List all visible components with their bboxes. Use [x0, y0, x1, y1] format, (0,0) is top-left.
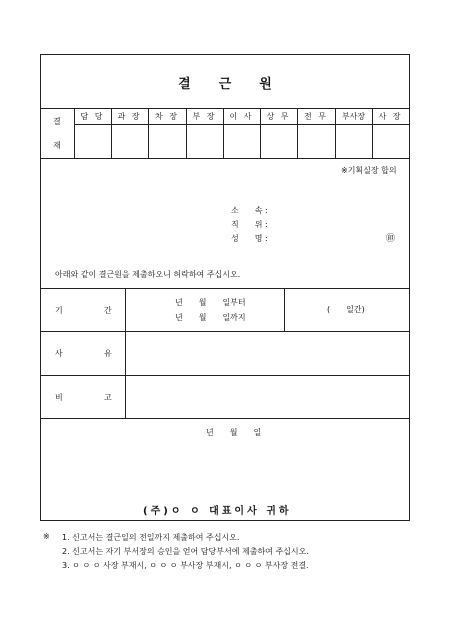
period-from: 년 월 일부터	[175, 298, 246, 307]
approval-header: 상 무	[266, 112, 291, 121]
position-label: 직 위 :	[231, 220, 268, 229]
note-item: 1. 신고서는 결근일의 전일까지 제출하여 주십시오.	[62, 533, 240, 542]
note-item: 2. 신고서는 자기 부서장의 승인을 얻어 담당부서에 제출하여 주십시오.	[62, 547, 309, 556]
addressee: (주)ㅇ ㅇ 대표이사 귀하	[143, 506, 292, 517]
date-line: 년 월 일	[206, 428, 262, 437]
label-column-divider	[125, 288, 126, 418]
approval-label-bottom: 재	[53, 141, 61, 150]
department-label: 소 속 :	[231, 206, 268, 215]
note-item: 3. ㅇ ㅇ ㅇ 사장 부재시, ㅇ ㅇ ㅇ 부사장 부재시, ㅇ ㅇ ㅇ 부사장 전결.	[62, 561, 309, 570]
approval-header: 사 장	[378, 112, 403, 121]
approval-header: 이 사	[229, 112, 254, 121]
reason-label-left: 사	[55, 349, 63, 358]
notes-mark: ※	[43, 532, 50, 541]
request-sentence: 아래와 같이 결근원을 제출하오니 허락하여 주십시오.	[55, 270, 241, 279]
absence-form	[40, 54, 410, 521]
form-title: 결 근 원	[178, 77, 272, 92]
approval-header: 전 무	[304, 112, 328, 121]
period-days: ( 일간)	[327, 305, 365, 314]
seal-mark: ㊞	[386, 234, 396, 244]
period-label-right: 간	[104, 306, 112, 315]
name-label: 성 명 :	[231, 234, 268, 243]
planning-agreement-note: ※기획실장 합의	[341, 166, 397, 175]
approval-header: 부 장	[192, 112, 217, 121]
approval-header: 차 장	[155, 112, 179, 121]
approval-bottom-border	[41, 158, 409, 159]
remarks-label-left: 비	[55, 393, 63, 402]
approval-header: 과 장	[117, 112, 142, 121]
period-to: 년 월 일까지	[175, 313, 246, 322]
approval-header-divider	[74, 124, 409, 125]
approval-header: 부사장	[341, 112, 366, 121]
approval-header: 담 당	[80, 112, 105, 121]
reason-label-right: 유	[104, 349, 112, 358]
approval-label-top: 결	[53, 117, 61, 126]
remarks-label-right: 고	[104, 393, 112, 402]
period-label-left: 기	[55, 306, 63, 315]
